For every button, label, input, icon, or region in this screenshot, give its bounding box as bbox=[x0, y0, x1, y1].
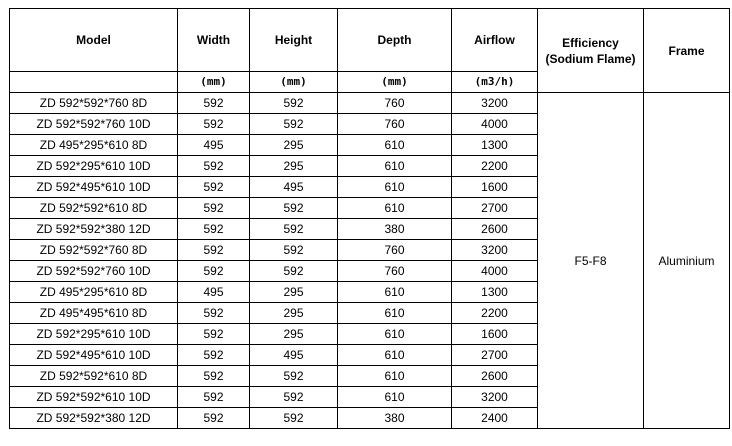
height-cell: 592 bbox=[250, 198, 338, 219]
height-cell: 495 bbox=[250, 177, 338, 198]
width-cell: 592 bbox=[178, 240, 250, 261]
height-header: Height bbox=[250, 9, 338, 72]
airflow-cell: 4000 bbox=[452, 114, 538, 135]
width-cell: 592 bbox=[178, 303, 250, 324]
width-cell: 592 bbox=[178, 198, 250, 219]
airflow-cell: 1300 bbox=[452, 282, 538, 303]
model-header: Model bbox=[10, 9, 178, 72]
table-body bbox=[10, 93, 730, 429]
model-cell: ZD 592*592*610 8D bbox=[10, 198, 178, 219]
height-cell: 592 bbox=[250, 366, 338, 387]
height-cell: 295 bbox=[250, 156, 338, 177]
width-cell: 592 bbox=[178, 387, 250, 408]
depth-header: Depth bbox=[338, 9, 452, 72]
model-unit-cell bbox=[10, 72, 178, 93]
width-unit: (mm) bbox=[178, 72, 250, 93]
model-cell: ZD 592*592*380 12D bbox=[10, 219, 178, 240]
depth-cell: 760 bbox=[338, 261, 452, 282]
airflow-cell: 2600 bbox=[452, 219, 538, 240]
height-cell: 592 bbox=[250, 114, 338, 135]
width-cell: 592 bbox=[178, 408, 250, 429]
airflow-unit: (m3/h) bbox=[452, 72, 538, 93]
height-cell: 592 bbox=[250, 240, 338, 261]
model-cell: ZD 592*295*610 10D bbox=[10, 324, 178, 345]
model-cell: ZD 592*592*760 8D bbox=[10, 93, 178, 114]
depth-cell: 610 bbox=[338, 345, 452, 366]
depth-unit: (mm) bbox=[338, 72, 452, 93]
height-cell: 295 bbox=[250, 324, 338, 345]
depth-cell: 610 bbox=[338, 135, 452, 156]
depth-cell: 380 bbox=[338, 219, 452, 240]
width-cell: 592 bbox=[178, 366, 250, 387]
width-cell: 592 bbox=[178, 324, 250, 345]
depth-cell: 610 bbox=[338, 198, 452, 219]
airflow-cell: 4000 bbox=[452, 261, 538, 282]
model-cell: ZD 592*592*380 12D bbox=[10, 408, 178, 429]
height-cell: 495 bbox=[250, 345, 338, 366]
efficiency-value: F5-F8 bbox=[538, 93, 644, 429]
model-cell: ZD 592*592*760 8D bbox=[10, 240, 178, 261]
airflow-header: Airflow bbox=[452, 9, 538, 72]
model-cell: ZD 592*592*610 8D bbox=[10, 366, 178, 387]
height-cell: 592 bbox=[250, 93, 338, 114]
width-cell: 592 bbox=[178, 93, 250, 114]
depth-cell: 760 bbox=[338, 114, 452, 135]
filter-spec-table bbox=[9, 8, 730, 429]
depth-cell: 760 bbox=[338, 240, 452, 261]
table-row bbox=[10, 93, 730, 114]
width-cell: 495 bbox=[178, 282, 250, 303]
header-row bbox=[10, 9, 730, 72]
airflow-cell: 1600 bbox=[452, 177, 538, 198]
height-cell: 592 bbox=[250, 219, 338, 240]
depth-cell: 610 bbox=[338, 366, 452, 387]
width-cell: 592 bbox=[178, 219, 250, 240]
airflow-cell: 2200 bbox=[452, 303, 538, 324]
model-cell: ZD 592*495*610 10D bbox=[10, 345, 178, 366]
width-cell: 495 bbox=[178, 135, 250, 156]
model-cell: ZD 592*592*610 10D bbox=[10, 387, 178, 408]
depth-cell: 610 bbox=[338, 282, 452, 303]
airflow-cell: 1300 bbox=[452, 135, 538, 156]
efficiency-header: Efficiency (Sodium Flame) bbox=[538, 9, 644, 93]
height-unit: (mm) bbox=[250, 72, 338, 93]
depth-cell: 610 bbox=[338, 177, 452, 198]
width-cell: 592 bbox=[178, 177, 250, 198]
depth-cell: 610 bbox=[338, 387, 452, 408]
width-cell: 592 bbox=[178, 156, 250, 177]
height-cell: 295 bbox=[250, 303, 338, 324]
model-cell: ZD 592*495*610 10D bbox=[10, 177, 178, 198]
model-cell: ZD 495*495*610 8D bbox=[10, 303, 178, 324]
model-cell: ZD 495*295*610 8D bbox=[10, 135, 178, 156]
airflow-cell: 1600 bbox=[452, 324, 538, 345]
depth-cell: 610 bbox=[338, 303, 452, 324]
model-cell: ZD 592*295*610 10D bbox=[10, 156, 178, 177]
height-cell: 592 bbox=[250, 387, 338, 408]
width-header: Width bbox=[178, 9, 250, 72]
airflow-cell: 3200 bbox=[452, 240, 538, 261]
frame-header: Frame bbox=[644, 9, 730, 93]
airflow-cell: 2400 bbox=[452, 408, 538, 429]
airflow-cell: 3200 bbox=[452, 93, 538, 114]
model-cell: ZD 592*592*760 10D bbox=[10, 261, 178, 282]
width-cell: 592 bbox=[178, 114, 250, 135]
airflow-cell: 2700 bbox=[452, 345, 538, 366]
airflow-cell: 2200 bbox=[452, 156, 538, 177]
depth-cell: 610 bbox=[338, 156, 452, 177]
airflow-cell: 3200 bbox=[452, 387, 538, 408]
width-cell: 592 bbox=[178, 261, 250, 282]
depth-cell: 380 bbox=[338, 408, 452, 429]
airflow-cell: 2600 bbox=[452, 366, 538, 387]
depth-cell: 760 bbox=[338, 93, 452, 114]
height-cell: 592 bbox=[250, 408, 338, 429]
frame-value: Aluminium bbox=[644, 93, 730, 429]
width-cell: 592 bbox=[178, 345, 250, 366]
airflow-cell: 2700 bbox=[452, 198, 538, 219]
model-cell: ZD 592*592*760 10D bbox=[10, 114, 178, 135]
model-cell: ZD 495*295*610 8D bbox=[10, 282, 178, 303]
height-cell: 295 bbox=[250, 282, 338, 303]
height-cell: 295 bbox=[250, 135, 338, 156]
height-cell: 592 bbox=[250, 261, 338, 282]
depth-cell: 610 bbox=[338, 324, 452, 345]
